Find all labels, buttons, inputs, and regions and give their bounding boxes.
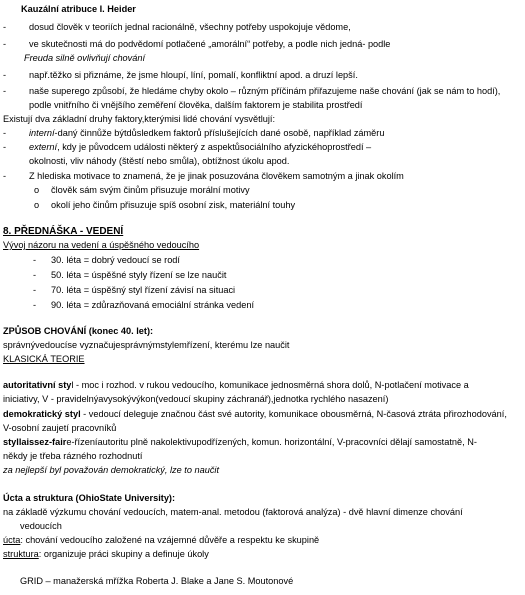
line-text: Úcta a struktura (OhioState University):	[3, 493, 176, 503]
dash-bullet-icon: -	[33, 255, 37, 265]
line-text: ve skutečnosti má do podvědomí potlačené „amorální“ potřeby, a podle nich jedná- podle	[29, 39, 391, 49]
line-text: naše superego způsobí, že hledáme chyby okolo – různým příčinám přiřazujeme naše chování (jak se nám to hodí),	[29, 86, 501, 96]
bold-term: styllaissez-fair	[3, 437, 67, 447]
dash-bullet-icon: -	[33, 300, 37, 310]
line-text	[3, 535, 319, 546]
line-rest: : organizuje práci skupiny a definuje úkoly	[38, 549, 209, 559]
underlined-term: struktura	[3, 549, 39, 559]
line-text: Kauzální atribuce I. Heider	[21, 4, 136, 14]
line-text	[29, 128, 384, 139]
line-text: např.těžko si přiznáme, že jsme hloupí, líní, pomalí, konfliktní apod. a druzí lepší.	[29, 70, 358, 80]
line-rest: -daný činnůže býtdůsledkem faktorů příslušejících dané osobě, například záměru	[54, 128, 385, 138]
line-text: GRID – manažerská mřížka Roberta J. Blake a Jane S. Moutonové	[20, 576, 294, 586]
line-text: Existují dva základní druhy faktory,kterýmisi lidé chování vysvětlují:	[3, 114, 275, 124]
line-text	[29, 142, 371, 153]
line-text: na základě výzkumu chování vedoucích, matem-anal. metodou (faktorová analýza) - dvě hlavní dimenze chování	[3, 507, 463, 517]
line-text	[3, 380, 469, 391]
line-rest: e-řízeníautoritu plně nakolektivupodřízených, komun. horizontální, V-pracovníci dělají samostatně, N-	[66, 437, 477, 447]
line-text: Vývoj názoru na vedení a úspěšného vedoucího	[3, 240, 200, 250]
dash-bullet-icon: -	[3, 39, 7, 49]
dash-bullet-icon: -	[3, 86, 7, 96]
line-text: člověk sám svým činům přisuzuje morální motivy	[51, 185, 250, 195]
line-text: 30. léta = dobrý vedoucí se rodí	[51, 255, 180, 265]
line-text: 8. PŘEDNÁŠKA - VEDENÍ	[3, 226, 124, 237]
line-text: dosud člověk v teoriích jednal racionálně, všechny potřeby uspokojuje vědome,	[29, 22, 351, 32]
underlined-term: úcta	[3, 535, 21, 545]
dash-bullet-icon: -	[3, 171, 7, 181]
line-text	[3, 409, 507, 420]
line-text: 50. léta = úspěšné styly řízení se lze naučit	[51, 270, 227, 280]
line-text: okolnosti, vliv náhody (štěstí nebo smůla), obtížnost úkolu apod.	[29, 156, 290, 166]
line-text	[3, 549, 209, 560]
dash-bullet-icon: -	[3, 142, 7, 152]
dash-bullet-icon: -	[3, 128, 7, 138]
line-text: někdy je třeba rázného rozhodnutí	[3, 451, 143, 461]
line-text: okolí jeho činům přisuzuje spíš osobní zisk, materiální touhy	[51, 200, 296, 210]
bold-term: autoritativní sty	[3, 380, 72, 390]
line-text: Z hlediska motivace to znamená, že je jinak posuzována člověkem samotným a jinak okolím	[29, 171, 404, 181]
line-text: podle vnitřního či vnějšího zeměření člověka, dalším faktorem je stabilita prostředí	[29, 100, 363, 110]
line-text: správnývedoucíse vyznačujesprávnýmstylemřízení, kterému lze naučit	[3, 340, 290, 350]
line-rest: l - moc i rozhod. v rukou vedoucího, komunikace jednosměrná shora dolů, N-potlačení motivace a	[71, 380, 469, 390]
line-text	[3, 437, 477, 448]
line-text: iniciativy, V - pravidelnýavysokývýkon(vedoucí skupiny záchranář),jednotka rychlého nasazení)	[3, 394, 389, 404]
bold-term: demokratický styl	[3, 409, 81, 419]
line-rest: - vedoucí deleguje značnou část své autority, komunikace obousměrná, N-časová ztráta přirozhodování,	[80, 409, 507, 419]
circle-bullet-icon: o	[34, 200, 40, 210]
line-text: ZPŮSOB CHOVÁNÍ (konec 40. let):	[3, 326, 154, 336]
line-text: V-osobní zaujetí pracovníků	[3, 423, 117, 433]
dash-bullet-icon: -	[33, 285, 37, 295]
italic-term: externí	[29, 142, 58, 152]
dash-bullet-icon: -	[33, 270, 37, 280]
line-text: 70. léta = úspěšný styl řízení závisí na situaci	[51, 285, 236, 295]
line-text: vedoucích	[20, 521, 62, 531]
line-rest: , kdy je původcem události některý z aspektůsociálního afyzickéhoprostředí –	[57, 142, 372, 152]
line-text: 90. léta = zdůrazňovaná emociální stránka vedení	[51, 300, 255, 310]
italic-term: interní	[29, 128, 55, 138]
line-text: za nejlepší byl považován demokratický, lze to naučit	[3, 465, 220, 475]
line-text: Freuda silně ovlivňují chování	[24, 53, 146, 63]
dash-bullet-icon: -	[3, 70, 7, 80]
line-text: KLASICKÁ TEORIE	[3, 354, 85, 364]
circle-bullet-icon: o	[34, 185, 40, 195]
dash-bullet-icon: -	[3, 22, 7, 32]
line-rest: : chování vedoucího založené na vzájemné důvěře a respektu ke skupině	[20, 535, 320, 545]
